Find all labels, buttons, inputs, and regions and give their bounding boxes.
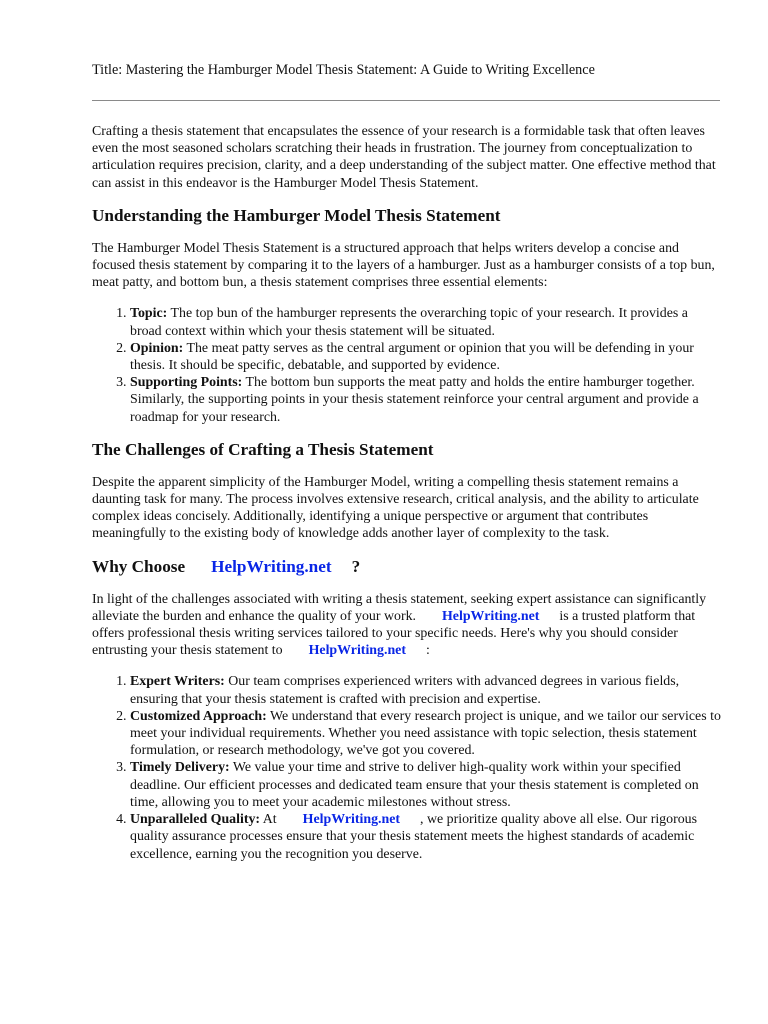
- list-item-text: The meat patty serves as the central argument or opinion that you will be defending in your thesis. It should be specific, debatable, and supported by evidence.: [130, 340, 694, 374]
- list-item: [130, 811, 722, 863]
- section-heading-challenges: The Challenges of Crafting a Thesis Statement: [92, 439, 434, 459]
- list-item-term: Expert Writers:: [130, 674, 225, 690]
- list-item-term: Timely Delivery:: [130, 760, 230, 776]
- brand-link[interactable]: HelpWriting.net: [211, 556, 332, 576]
- list-item: [130, 708, 722, 760]
- list-item-text: The top bun of the hamburger represents the overarching topic of your research. It provides a broad context within which your thesis statement will be situated.: [130, 306, 688, 339]
- brand-link[interactable]: HelpWriting.net: [308, 643, 406, 659]
- section-paragraph-why-choose: [92, 591, 722, 660]
- list-item-term: Topic:: [130, 306, 168, 322]
- brand-link[interactable]: HelpWriting.net: [302, 812, 401, 828]
- list-item-term: Unparalleled Quality:: [130, 812, 261, 828]
- section-heading-understanding: Understanding the Hamburger Model Thesis Statement: [92, 205, 501, 225]
- benefits-list: [92, 673, 722, 862]
- list-item-term: Customized Approach:: [130, 708, 267, 724]
- heading-prefix: Why Choose: [92, 556, 186, 576]
- list-item-text: We understand that every research project is unique, and we tailor our services to meet your individual requirements. Whether you need assistance with topic selection, thesis statement formulation, or research methodology, we've got you covered.: [130, 708, 721, 759]
- intro-paragraph: Crafting a thesis statement that encapsulates the essence of your research is a formidable task that often leaves even the most seasoned scholars scratching their heads in frustration. The journey from conceptualization to articulation requires precision, clarity, and a deep understanding of the subject matter. One effective method that can assist in this endeavor is the Hamburger Model Thesis Statement.: [92, 124, 716, 191]
- document-title: Title: Mastering the Hamburger Model Thesis Statement: A Guide to Writing Excellence: [92, 62, 595, 78]
- document-body: [92, 123, 722, 863]
- list-item: [130, 673, 722, 707]
- section-paragraph-challenges: Despite the apparent simplicity of the Hamburger Model, writing a compelling thesis statement remains a daunting task for many. The process involves extensive research, critical analysis, and the ability to articulate complex ideas concisely. Additionally, identifying a unique perspective or argument that contributes meaningfully to the existing body of knowledge adds another layer of complexity to the task.: [92, 474, 699, 542]
- paragraph-part-2: is a trusted platform that offers professional thesis writing services tailored to your specific needs. Here's why you should consider entrusting your thesis statement to: [92, 608, 696, 659]
- list-item-text: Our team comprises experienced writers with advanced degrees in various fields, ensuring that your thesis statement is crafted with precision and expertise.: [130, 674, 680, 707]
- title-divider: [92, 100, 720, 101]
- list-item: [130, 305, 722, 339]
- list-item-text: The bottom bun supports the meat patty and holds the entire hamburger together. Similarly, the supporting points in your thesis statement reinforce your central argument and provide a roadmap for your research.: [130, 375, 699, 425]
- paragraph-part-3: :: [425, 643, 430, 659]
- hamburger-elements-list: [92, 305, 722, 425]
- section-paragraph-understanding: The Hamburger Model Thesis Statement is a structured approach that helps writers develop a concise and focused thesis statement by comparing it to the layers of a hamburger. Just as a hamburger consists of a top bun, meat patty, and bottom bun, a thesis statement comprises three essential elements:: [92, 240, 715, 291]
- list-item-text: , we prioritize quality above all else. Our rigorous quality assurance processes ensure that your thesis statement meets the highest standards of academic excellence, earning you the recognition you deserve.: [130, 812, 697, 862]
- list-item: [130, 759, 722, 811]
- heading-suffix: ?: [351, 556, 361, 576]
- list-item: [130, 374, 722, 426]
- list-item-text: We value your time and strive to deliver high-quality work within your specified deadline. Our efficient processes and dedicated team ensure that your thesis statement is completed on time, allowing you to meet your academic milestones without stress.: [130, 760, 699, 810]
- section-heading-why-choose: [92, 557, 722, 577]
- paragraph-part-1: In light of the challenges associated with writing a thesis statement, seeking expert assistance can significantly alleviate the burden and enhance the quality of your work.: [92, 591, 707, 624]
- list-item-term: Supporting Points:: [130, 375, 243, 391]
- list-item-term: Opinion:: [130, 340, 184, 356]
- list-item: [130, 340, 722, 374]
- list-item-text: At: [260, 812, 277, 828]
- brand-link[interactable]: HelpWriting.net: [442, 608, 540, 624]
